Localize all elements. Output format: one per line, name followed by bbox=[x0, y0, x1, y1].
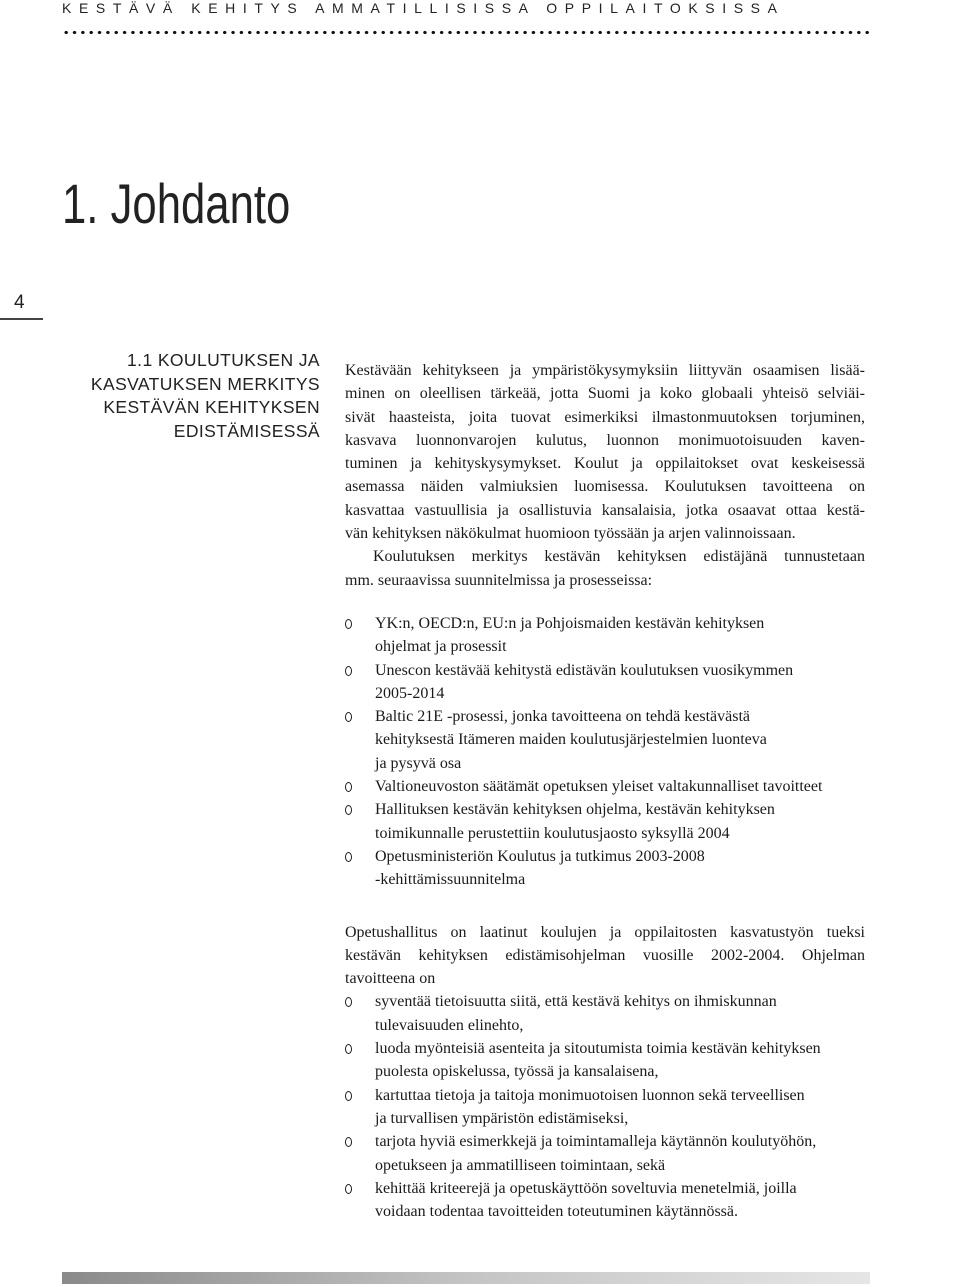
list-item-text: tulevaisuuden elinehto, bbox=[375, 1016, 524, 1034]
list-item-text: Opetusministeriön Koulutus ja tutkimus 2003-2008 bbox=[375, 847, 705, 865]
bullet-line bbox=[345, 1200, 865, 1223]
text-line: kasvava luonnonvarojen kulutus, luonnon monimuotoisuuden kaven- bbox=[345, 431, 865, 449]
text-line: mm. seuraavissa suunnitelmissa ja prosesseissa: bbox=[345, 571, 653, 589]
list-item-text: opetukseen ja ammatilliseen toimintaan, sekä bbox=[375, 1156, 666, 1174]
list-item-text: kartuttaa tietoja ja taitoja monimuotoisen luonnon sekä terveellisen bbox=[375, 1086, 805, 1104]
bullet-line bbox=[345, 659, 865, 682]
bullet-line bbox=[345, 705, 865, 728]
list-item-text: -kehittämissuunnitelma bbox=[375, 871, 526, 889]
text-line: minen on oleellisen tärkeää, jotta Suomi ja koko globaali yhteisö selviäi- bbox=[345, 385, 865, 403]
bullet-line bbox=[345, 752, 865, 775]
list-item-text: toimikunnalle perustettiin koulutusjaosto syksyllä 2004 bbox=[375, 824, 730, 842]
text-line: sivät haasteista, joita tuovat esimerkiksi ilmastonmuutoksen torjuminen, bbox=[345, 408, 865, 426]
bullet-icon bbox=[345, 619, 352, 629]
bullet-icon bbox=[345, 1091, 352, 1101]
list-item bbox=[345, 798, 865, 845]
list-item bbox=[345, 1084, 865, 1131]
bullet-line bbox=[345, 612, 865, 635]
section-heading-line: 1.1 KOULUTUKSEN JA bbox=[127, 350, 320, 370]
bullet-line bbox=[345, 728, 865, 751]
page-number: 4 bbox=[14, 292, 25, 313]
bullet-line bbox=[345, 798, 865, 821]
bullet-icon bbox=[345, 666, 352, 676]
bullet-icon bbox=[345, 1137, 352, 1147]
list-item-text: ja pysyvä osa bbox=[375, 754, 462, 772]
program-paragraph bbox=[345, 921, 865, 991]
bullet-line bbox=[345, 1037, 865, 1060]
bullet-icon bbox=[345, 712, 352, 722]
running-header: KESTÄVÄ KEHITYS AMMATILLISISSA OPPILAITOKSISSA bbox=[62, 0, 785, 16]
list-item-text: kehittää kriteerejä ja opetuskäyttöön soveltuvia menetelmiä, joilla bbox=[375, 1179, 797, 1197]
bullet-line bbox=[345, 990, 865, 1013]
list-item-text: YK:n, OECD:n, EU:n ja Pohjoismaiden kestävän kehityksen bbox=[375, 614, 765, 632]
section-heading-line: EDISTÄMISESSÄ bbox=[173, 420, 320, 441]
bullet-icon bbox=[345, 852, 352, 862]
bullet-line bbox=[345, 1154, 865, 1177]
list-item bbox=[345, 990, 865, 1037]
text-line: kasvattaa vastuullisia ja osallistuvia kansalaisia, jotka osaavat ottaa kestä- bbox=[345, 501, 865, 519]
list-item bbox=[345, 705, 865, 775]
list-item-text: kehityksestä Itämeren maiden koulutusjärjestelmien luonteva bbox=[375, 731, 767, 749]
list-item-text: ja turvallisen ympäristön edistämiseksi, bbox=[375, 1109, 629, 1127]
list-item-text: Unescon kestävää kehitystä edistävän koulutuksen vuosikymmen bbox=[375, 661, 794, 679]
list-item bbox=[345, 1130, 865, 1177]
list-item-text: syventää tietoisuutta siitä, että kestävä kehitys on ihmiskunnan bbox=[375, 993, 777, 1011]
text-line: asemassa näiden valmiuksien luomisessa. Koulutuksen tavoitteena on bbox=[345, 478, 865, 496]
list-item-text: voidaan todentaa tavoitteiden toteutuminen käytännössä. bbox=[375, 1203, 739, 1221]
section-heading-line: KASVATUKSEN MERKITYS bbox=[90, 373, 320, 394]
list-item bbox=[345, 775, 865, 798]
list-item-text: Valtioneuvoston säätämät opetuksen yleiset valtakunnalliset tavoitteet bbox=[375, 778, 823, 796]
bullet-line bbox=[345, 868, 865, 891]
text-line: kestävän kehityksen edistämisohjelman vuosille 2002-2004. Ohjelman bbox=[345, 946, 865, 964]
intro-paragraph bbox=[345, 359, 865, 592]
list-item bbox=[345, 659, 865, 706]
text-line: tuminen ja kehityskysymykset. Koulut ja oppilaitokset ovat keskeisessä bbox=[345, 455, 865, 473]
bullet-line bbox=[345, 1014, 865, 1037]
list-item-text: Hallituksen kestävän kehityksen ohjelma, kestävän kehityksen bbox=[375, 801, 775, 819]
bullet-line bbox=[345, 1130, 865, 1153]
text-line: tavoitteena on bbox=[345, 970, 436, 988]
list-item-text: 2005-2014 bbox=[375, 684, 445, 702]
program-list bbox=[345, 612, 865, 892]
list-item-text: puolesta opiskelussa, työssä ja kansalaisena, bbox=[375, 1063, 659, 1081]
bullet-icon bbox=[345, 805, 352, 815]
bullet-icon bbox=[345, 1044, 352, 1054]
list-item-text: Baltic 21E -prosessi, jonka tavoitteena on tehdä kestävästä bbox=[375, 708, 750, 726]
footer-gradient-bar bbox=[62, 1272, 870, 1284]
bullet-line bbox=[345, 1177, 865, 1200]
list-item bbox=[345, 1037, 865, 1084]
text-line: vän kehityksen näkökulmat huomioon työssään ja arjen valinnoissaan. bbox=[345, 525, 796, 543]
bullet-icon bbox=[345, 997, 352, 1007]
page-number-rule bbox=[0, 318, 43, 320]
bullet-line bbox=[345, 775, 865, 798]
bullet-line bbox=[345, 845, 865, 868]
list-item bbox=[345, 845, 865, 892]
list-item-text: ohjelmat ja prosessit bbox=[375, 638, 507, 656]
bullet-line bbox=[345, 1107, 865, 1130]
list-item bbox=[345, 612, 865, 659]
bullet-line bbox=[345, 1084, 865, 1107]
dotted-rule bbox=[62, 30, 870, 35]
text-line: Koulutuksen merkitys kestävän kehityksen edistäjänä tunnustetaan bbox=[373, 548, 865, 566]
chapter-title: 1. Johdanto bbox=[62, 172, 291, 235]
bullet-line bbox=[345, 1060, 865, 1083]
list-item-text: tarjota hyviä esimerkkejä ja toimintamalleja käytännön koulutyöhön, bbox=[375, 1133, 817, 1151]
text-line: Kestävään kehitykseen ja ympäristökysymyksiin liittyvän osaamisen lisää- bbox=[345, 362, 865, 379]
text-line: Opetushallitus on laatinut koulujen ja oppilaitosten kasvatustyön tueksi bbox=[345, 923, 865, 941]
goals-list bbox=[345, 990, 865, 1223]
section-heading bbox=[62, 349, 320, 443]
bullet-line bbox=[345, 682, 865, 705]
bullet-icon bbox=[345, 1184, 352, 1194]
bullet-line bbox=[345, 635, 865, 658]
list-item-text: luoda myönteisiä asenteita ja sitoutumista toimia kestävän kehityksen bbox=[375, 1040, 821, 1058]
bullet-icon bbox=[345, 782, 352, 792]
bullet-line bbox=[345, 822, 865, 845]
list-item bbox=[345, 1177, 865, 1224]
body-text bbox=[345, 359, 865, 1223]
section-heading-line: KESTÄVÄN KEHITYKSEN bbox=[103, 397, 320, 417]
